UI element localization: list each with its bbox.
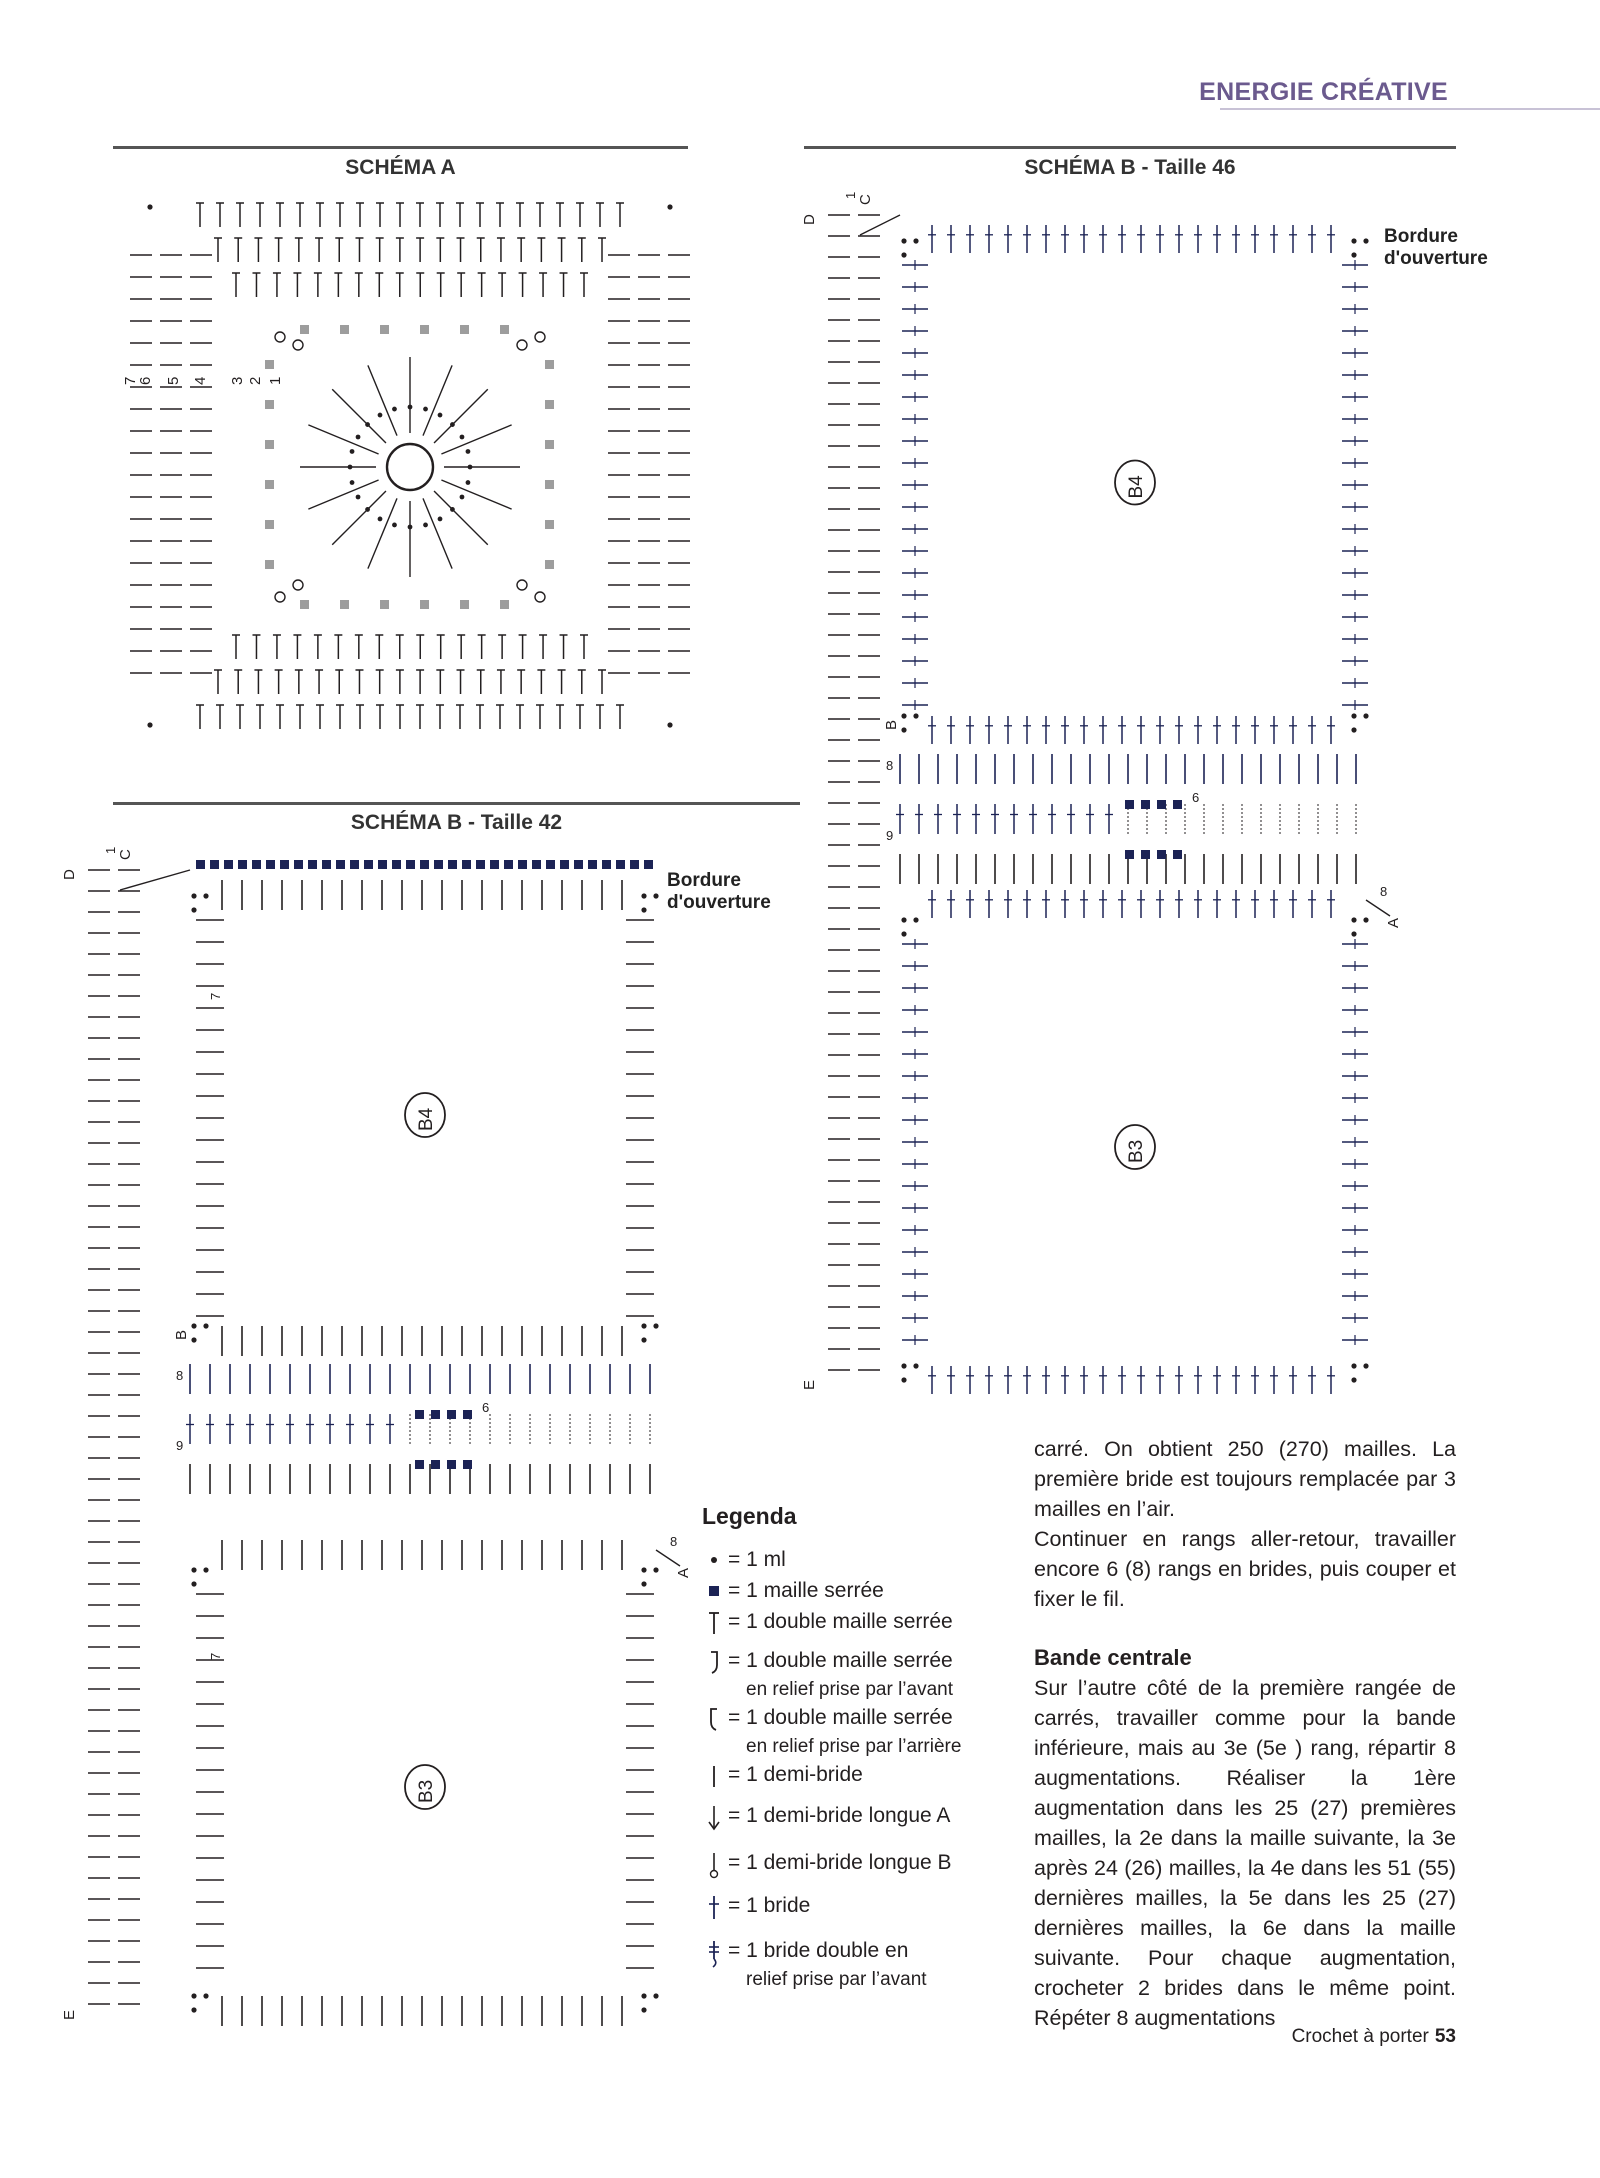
chain-dot	[350, 480, 355, 485]
legend-text: = 1 demi-bride longue B	[728, 1851, 952, 1874]
sc-square	[545, 360, 554, 369]
sc-square	[252, 860, 261, 869]
sc-square	[392, 860, 401, 869]
legend-subtext: en relief prise par l’arrière	[746, 1736, 962, 1757]
legend-text: = 1 double maille serrée	[728, 1649, 953, 1672]
chain-dot	[1351, 727, 1356, 732]
chain-dot	[653, 1323, 658, 1328]
sc-square	[500, 600, 509, 609]
legend-text: = 1 double maille serrée	[728, 1706, 953, 1729]
square-icon	[700, 1576, 728, 1607]
sc-square	[447, 1460, 456, 1469]
sc-square	[196, 860, 205, 869]
legend-row	[700, 1607, 1030, 1638]
round-number: 7	[122, 376, 139, 385]
chain-dot	[450, 422, 455, 427]
round-number: 6	[137, 376, 154, 385]
marker-a: A	[675, 1567, 692, 1578]
chain-dot	[641, 1323, 646, 1328]
sc-square	[420, 600, 429, 609]
chain-dot	[901, 252, 906, 257]
border-label-line1: Bordure	[1384, 226, 1458, 247]
legend-item	[700, 1646, 1030, 1703]
ring-circle	[535, 332, 545, 342]
legend-row	[700, 1576, 1030, 1607]
legend-row	[700, 1891, 1030, 1922]
chain-dot	[901, 917, 906, 922]
body-paragraph-1: carré. On obtient 250 (270) mailles. La première bride est toujours remplacée par 3 mailles en l’air.	[1034, 1437, 1456, 1521]
legend-text: = 1 demi-bride	[728, 1763, 863, 1786]
sc-square	[504, 860, 513, 869]
body-paragraph-3: Sur l’autre côté de la première rangée de carrés, travailler comme pour la bande inférieure, mais au 3e (5e ) rang, répartir 8 augmentations. Réaliser la 1ère augmentation dans les 25 (27) premières mailles, la 2e dans la maille suivante, la 3e après 24 (26) mailles, la 4e dans les 51 (55) dernières mailles, la 5e dans les 25 (27) dernières mailles, la 6e dans la maille suivante. Pour chaque augmentation, crocheter 2 brides dans le même point. Répéter 8 augmentations	[1034, 1676, 1456, 2030]
sc-square	[322, 860, 331, 869]
border-label-line2: d'ouverture	[667, 892, 771, 913]
sc-square	[545, 440, 554, 449]
sc-square	[420, 860, 429, 869]
sc-square	[340, 600, 349, 609]
sc-square	[1141, 850, 1150, 859]
sc-square	[546, 860, 555, 869]
chain-dot	[901, 1377, 906, 1382]
round-number: 1	[267, 376, 284, 385]
legend-row	[700, 1848, 1030, 1879]
schema-b46-border-label	[1384, 226, 1488, 270]
sc-square	[1157, 850, 1166, 859]
chain-dot	[1363, 917, 1368, 922]
chain-dot	[348, 465, 353, 470]
chain-dot	[191, 1581, 196, 1586]
schema-b42-diagram	[60, 846, 692, 2030]
sc-square	[415, 1410, 424, 1419]
sc-square	[265, 400, 274, 409]
marker-9: 9	[176, 1438, 184, 1453]
sc-square	[447, 1410, 456, 1419]
chain-dot	[356, 495, 361, 500]
schema-b46-diagram	[800, 190, 1500, 1410]
ring-circle	[293, 340, 303, 350]
square-b4-label: B4	[416, 1107, 437, 1131]
sc-square	[380, 325, 389, 334]
sc-square	[560, 860, 569, 869]
chain-dot	[203, 1567, 208, 1572]
sc-square	[588, 860, 597, 869]
chain-dot	[191, 2007, 196, 2012]
marker-9: 9	[886, 828, 894, 843]
legend-row	[700, 1545, 1030, 1576]
marker-d: D	[61, 869, 78, 880]
chain-dot	[147, 722, 152, 727]
legend-text: = 1 bride	[728, 1894, 811, 1917]
sc-square	[574, 860, 583, 869]
sc-square	[462, 860, 471, 869]
sc-square	[644, 860, 653, 869]
chain-dot	[191, 1323, 196, 1328]
pointer-line	[120, 870, 190, 890]
chain-dot	[1351, 1363, 1356, 1368]
chain-dot	[408, 405, 413, 410]
legend-subtext: en relief prise par l’avant	[746, 1679, 953, 1700]
sc-square	[463, 1410, 472, 1419]
chain-dot	[653, 1993, 658, 1998]
chain-dot	[1363, 1363, 1368, 1368]
chain-dot	[1363, 713, 1368, 718]
sc-square	[431, 1460, 440, 1469]
sc-square	[1173, 800, 1182, 809]
legend-row	[700, 1936, 1030, 1967]
chain-dot	[203, 893, 208, 898]
sc-square	[350, 860, 359, 869]
chain-dot	[641, 907, 646, 912]
sc-square	[476, 860, 485, 869]
chain-dot	[653, 1567, 658, 1572]
sc-square	[545, 520, 554, 529]
arrow-down-icon	[700, 1801, 728, 1832]
chain-dot	[1351, 917, 1356, 922]
chain-dot	[641, 1567, 646, 1572]
marker-6: 6	[1192, 790, 1200, 805]
sc-square	[1125, 850, 1134, 859]
sc-square	[545, 560, 554, 569]
chain-dot	[191, 907, 196, 912]
chain-dot	[450, 507, 455, 512]
radial-stitch	[308, 480, 378, 509]
cross-stitch-icon	[700, 1891, 728, 1922]
round-number: 2	[247, 376, 264, 385]
legend-item	[700, 1545, 1030, 1576]
chain-dot	[1351, 252, 1356, 257]
legend-text: = 1 maille serrée	[728, 1579, 884, 1602]
sc-square	[238, 860, 247, 869]
sc-square	[1173, 850, 1182, 859]
marker-6: 6	[482, 1400, 490, 1415]
chain-dot	[191, 893, 196, 898]
chain-dot	[1351, 238, 1356, 243]
chain-dot	[203, 1993, 208, 1998]
sc-square	[265, 480, 274, 489]
circle-stem-icon	[700, 1848, 728, 1879]
sc-square	[532, 860, 541, 869]
sc-square	[448, 860, 457, 869]
pointer-line	[860, 215, 900, 235]
chain-dot	[1363, 238, 1368, 243]
chain-dot	[641, 2007, 646, 2012]
chain-dot	[423, 523, 428, 528]
chain-dot	[147, 204, 152, 209]
chain-dot	[901, 238, 906, 243]
chain-dot	[460, 435, 465, 440]
sc-square	[265, 520, 274, 529]
sc-square	[431, 1410, 440, 1419]
sc-square	[300, 600, 309, 609]
sc-square	[490, 860, 499, 869]
sc-square	[224, 860, 233, 869]
sc-square	[294, 860, 303, 869]
sc-square	[630, 860, 639, 869]
chain-dot	[378, 413, 383, 418]
double-cross-icon	[700, 1936, 728, 1967]
chain-dot	[365, 422, 370, 427]
ring-circle	[275, 592, 285, 602]
page-number: 53	[1434, 2026, 1456, 2047]
square-b4-label: B4	[1126, 475, 1147, 499]
chain-dot	[667, 722, 672, 727]
ring-circle	[275, 332, 285, 342]
legend-title: Legenda	[702, 1503, 797, 1529]
ring-circle	[293, 580, 303, 590]
sc-square	[460, 600, 469, 609]
legend	[700, 1545, 1030, 1993]
chain-dot	[1351, 713, 1356, 718]
legend-item	[700, 1607, 1030, 1638]
sc-square	[1125, 800, 1134, 809]
square-b3-label: B3	[1126, 1139, 1147, 1163]
sc-square	[266, 860, 275, 869]
marker-e: E	[801, 1379, 818, 1390]
marker-1: 1	[843, 191, 858, 199]
chain-dot	[191, 1993, 196, 1998]
chain-dot	[466, 449, 471, 454]
radial-stitch	[423, 365, 452, 435]
marker-7: 7	[208, 1652, 223, 1660]
radial-stitch	[368, 365, 397, 435]
t-stitch-icon	[700, 1607, 728, 1638]
chain-dot	[641, 1993, 646, 1998]
sc-square	[364, 860, 373, 869]
marker-1: 1	[103, 846, 118, 854]
ring-circle	[517, 340, 527, 350]
radial-stitch	[368, 498, 397, 568]
back-post-icon	[700, 1703, 728, 1734]
marker-8a: 8	[886, 758, 894, 773]
chain-dot	[466, 480, 471, 485]
sc-square	[518, 860, 527, 869]
legend-row	[700, 1760, 1030, 1791]
chain-dot	[901, 1363, 906, 1368]
radial-stitch	[308, 425, 378, 454]
chain-dot	[468, 465, 473, 470]
sc-square	[545, 400, 554, 409]
chain-dot	[667, 204, 672, 209]
bar-icon	[700, 1760, 728, 1791]
sc-square	[378, 860, 387, 869]
legend-row	[700, 1703, 1030, 1734]
chain-dot	[901, 931, 906, 936]
chain-dot	[392, 523, 397, 528]
legend-item	[700, 1848, 1030, 1879]
chain-dot	[203, 1323, 208, 1328]
chain-dot	[913, 917, 918, 922]
sc-square	[415, 1460, 424, 1469]
chain-dot	[1351, 931, 1356, 936]
header-rule	[1220, 108, 1600, 110]
schema-a-title: SCHÉMA A	[345, 156, 456, 179]
sc-square	[265, 560, 274, 569]
front-post-icon	[700, 1646, 728, 1677]
radial-stitch	[441, 480, 511, 509]
marker-e: E	[61, 2009, 78, 2020]
marker-b: B	[173, 1329, 190, 1340]
sc-square	[265, 360, 274, 369]
marker-a: A	[1385, 917, 1402, 928]
dot-icon	[700, 1545, 728, 1576]
border-label-line1: Bordure	[667, 870, 741, 891]
chain-dot	[641, 893, 646, 898]
pointer-line	[1366, 900, 1390, 916]
sc-square	[336, 860, 345, 869]
legend-text: = 1 bride double en	[728, 1939, 909, 1962]
body-paragraph-2: Continuer en rangs aller-retour, travailler encore 6 (8) rangs en brides, puis couper et fixer le fil.	[1034, 1527, 1456, 1611]
legend-item	[700, 1936, 1030, 1993]
chain-dot	[350, 449, 355, 454]
chain-dot	[438, 517, 443, 522]
sc-square	[380, 600, 389, 609]
magazine-section-title: ENERGIE CRÉATIVE	[1199, 78, 1448, 106]
marker-8a: 8	[176, 1368, 184, 1383]
chain-dot	[653, 893, 658, 898]
marker-d: D	[801, 214, 818, 225]
legend-text: = 1 demi-bride longue A	[728, 1804, 951, 1827]
schema-b46-title: SCHÉMA B - Taille 46	[1024, 156, 1236, 179]
round-number: 5	[165, 376, 182, 385]
sc-square	[463, 1460, 472, 1469]
sc-square	[1141, 800, 1150, 809]
section-heading: Bande centrale	[1034, 1645, 1192, 1670]
chain-dot	[365, 507, 370, 512]
marker-b: B	[883, 719, 900, 730]
sc-square	[340, 325, 349, 334]
chain-dot	[438, 413, 443, 418]
marker-8b: 8	[670, 1534, 678, 1549]
sc-square	[460, 325, 469, 334]
ring-circle	[517, 580, 527, 590]
radial-stitch	[423, 498, 452, 568]
chain-dot	[378, 517, 383, 522]
legend-item	[700, 1760, 1030, 1791]
legend-item	[700, 1801, 1030, 1832]
magic-ring	[387, 444, 433, 490]
chain-dot	[191, 1567, 196, 1572]
chain-dot	[356, 435, 361, 440]
marker-c: C	[857, 194, 874, 205]
square-b3-label: B3	[416, 1779, 437, 1803]
round-number: 4	[192, 376, 209, 385]
chain-dot	[901, 727, 906, 732]
sc-square	[434, 860, 443, 869]
round-number: 3	[229, 376, 246, 385]
marker-c: C	[117, 849, 134, 860]
chain-dot	[408, 525, 413, 530]
sc-square	[545, 480, 554, 489]
legend-row	[700, 1646, 1030, 1677]
chain-dot	[641, 1581, 646, 1586]
magazine-name: Crochet à porter	[1291, 2026, 1429, 2047]
chain-dot	[913, 1363, 918, 1368]
page-footer	[1292, 2026, 1456, 2048]
schema-b42-rule	[113, 802, 800, 805]
schema-a-rule	[113, 146, 688, 149]
chain-dot	[913, 238, 918, 243]
schema-a-diagram	[122, 195, 690, 740]
sc-square	[300, 325, 309, 334]
marker-7: 7	[208, 992, 223, 1000]
marker-8b: 8	[1380, 884, 1388, 899]
sc-square	[602, 860, 611, 869]
legend-text: = 1 double maille serrée	[728, 1610, 953, 1633]
chain-dot	[392, 407, 397, 412]
sc-square	[500, 325, 509, 334]
ring-circle	[535, 592, 545, 602]
chain-dot	[901, 713, 906, 718]
chain-dot	[641, 1337, 646, 1342]
schema-b46-rule	[804, 146, 1456, 149]
chain-dot	[1351, 1377, 1356, 1382]
border-label-line2: d'ouverture	[1384, 248, 1488, 269]
legend-text: = 1 ml	[728, 1548, 786, 1571]
legend-item	[700, 1703, 1030, 1760]
sc-square	[210, 860, 219, 869]
chain-dot	[191, 1337, 196, 1342]
sc-square	[280, 860, 289, 869]
sc-square	[308, 860, 317, 869]
chain-dot	[913, 713, 918, 718]
pointer-line	[656, 1550, 680, 1566]
legend-item	[700, 1891, 1030, 1922]
legend-row	[700, 1801, 1030, 1832]
sc-square	[265, 440, 274, 449]
sc-square	[420, 325, 429, 334]
legend-item	[700, 1576, 1030, 1607]
legend-subtext: relief prise par l’avant	[746, 1969, 927, 1990]
sc-square	[406, 860, 415, 869]
chain-dot	[423, 407, 428, 412]
sc-square	[1157, 800, 1166, 809]
chain-dot	[460, 495, 465, 500]
sc-square	[616, 860, 625, 869]
schema-b42-title: SCHÉMA B - Taille 42	[350, 811, 563, 834]
radial-stitch	[441, 425, 511, 454]
schema-b42-border-label	[667, 870, 771, 914]
